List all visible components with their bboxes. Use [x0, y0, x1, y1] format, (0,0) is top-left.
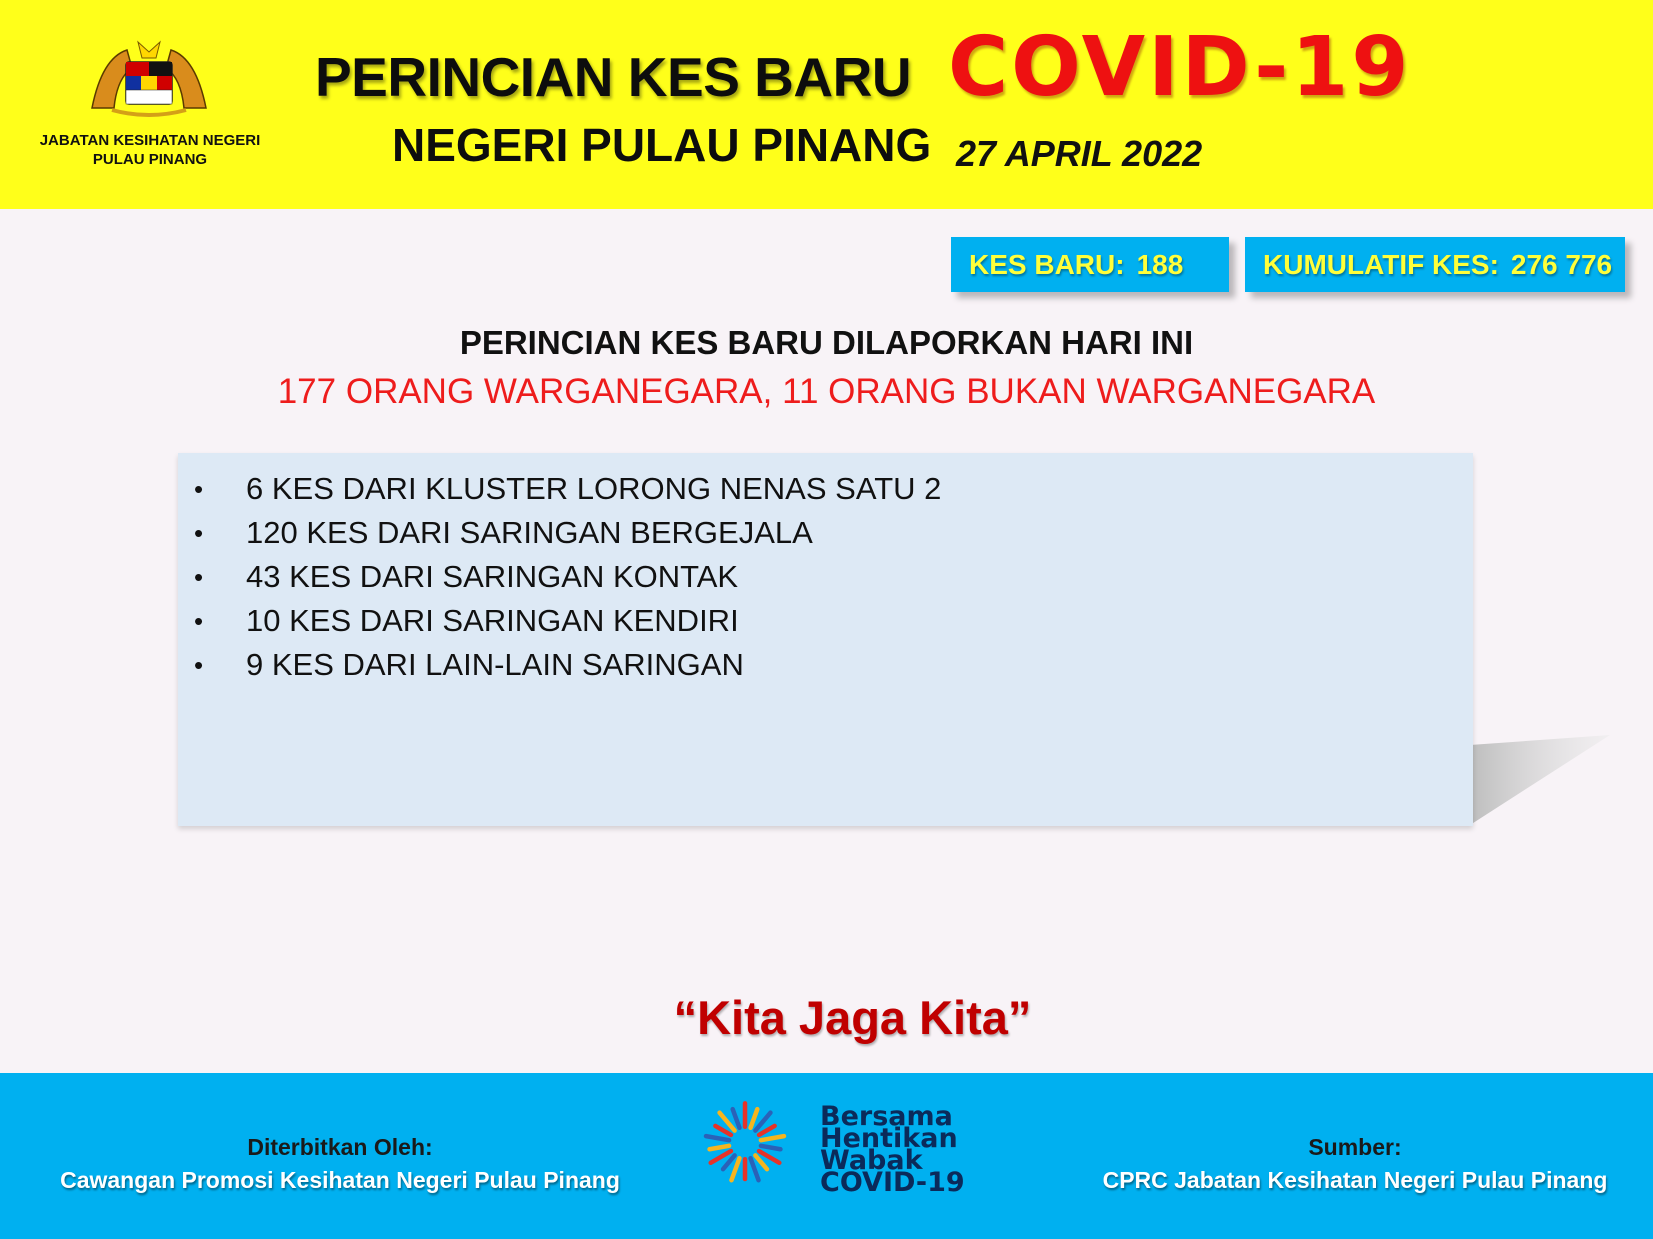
- bullet-icon: •: [194, 518, 204, 548]
- list-item-text: 43 KES DARI SARINGAN KONTAK: [246, 559, 739, 594]
- footer: [0, 1073, 1653, 1239]
- page-subtitle: NEGERI PULAU PINANG: [392, 119, 932, 171]
- list-item: [178, 599, 1473, 643]
- page-title: PERINCIAN KES BARU: [315, 46, 912, 108]
- list-item: [178, 643, 1473, 687]
- publisher-label: Diterbitkan Oleh:: [247, 1134, 433, 1160]
- case-breakdown-box: [178, 453, 1473, 826]
- bullet-icon: •: [194, 474, 204, 504]
- campaign-line-2: Hentikan: [820, 1123, 958, 1154]
- bullet-icon: •: [194, 650, 204, 680]
- campaign-logo-icon: [700, 1098, 790, 1188]
- slogan: “Kita Jaga Kita”: [673, 991, 1032, 1044]
- list-item: [178, 555, 1473, 599]
- list-item-text: 6 KES DARI KLUSTER LORONG NENAS SATU 2: [246, 471, 942, 506]
- source-block: [1090, 1131, 1620, 1197]
- cumulative-cases-value: 276 776: [1510, 249, 1613, 280]
- header-banner: [0, 0, 1653, 209]
- new-cases-label: KES BARU:: [969, 249, 1125, 280]
- cumulative-cases-badge: [1245, 237, 1625, 292]
- details-subheading: 177 ORANG WARGANEGARA, 11 ORANG BUKAN WARGANEGARA: [277, 372, 1376, 411]
- source-name: CPRC Jabatan Kesihatan Negeri Pulau Pinang: [1102, 1167, 1608, 1193]
- new-cases-value: 188: [1136, 249, 1184, 280]
- bullet-icon: •: [194, 562, 204, 592]
- case-breakdown-list: [178, 453, 1473, 687]
- bullet-icon: •: [194, 606, 204, 636]
- list-item: [178, 511, 1473, 555]
- campaign-line-1: Bersama: [820, 1101, 953, 1132]
- publisher-block: [40, 1131, 640, 1197]
- department-name: [20, 131, 280, 169]
- list-item-text: 10 KES DARI SARINGAN KENDIRI: [246, 603, 739, 638]
- campaign-line-3: Wabak: [820, 1145, 923, 1176]
- new-cases-badge: [951, 237, 1229, 292]
- covid-title: COVID-19: [948, 20, 1412, 115]
- list-item-text: 9 KES DARI LAIN-LAIN SARINGAN: [246, 647, 744, 682]
- source-label: Sumber:: [1308, 1134, 1402, 1160]
- details-heading: PERINCIAN KES BARU DILAPORKAN HARI INI: [459, 324, 1194, 361]
- department-line-2: PULAU PINANG: [92, 151, 208, 168]
- coat-of-arms-icon: [82, 38, 216, 120]
- campaign-text: [820, 1101, 965, 1198]
- list-item: [178, 467, 1473, 511]
- campaign-line-4: COVID-19: [820, 1167, 965, 1198]
- decorative-shadow: [1470, 735, 1610, 825]
- publisher-name: Cawangan Promosi Kesihatan Negeri Pulau Pinang: [60, 1167, 620, 1193]
- cumulative-cases-label: KUMULATIF KES:: [1263, 249, 1499, 280]
- report-date: 27 APRIL 2022: [956, 133, 1203, 174]
- list-item-text: 120 KES DARI SARINGAN BERGEJALA: [246, 515, 813, 550]
- department-line-1: JABATAN KESIHATAN NEGERI: [39, 132, 261, 149]
